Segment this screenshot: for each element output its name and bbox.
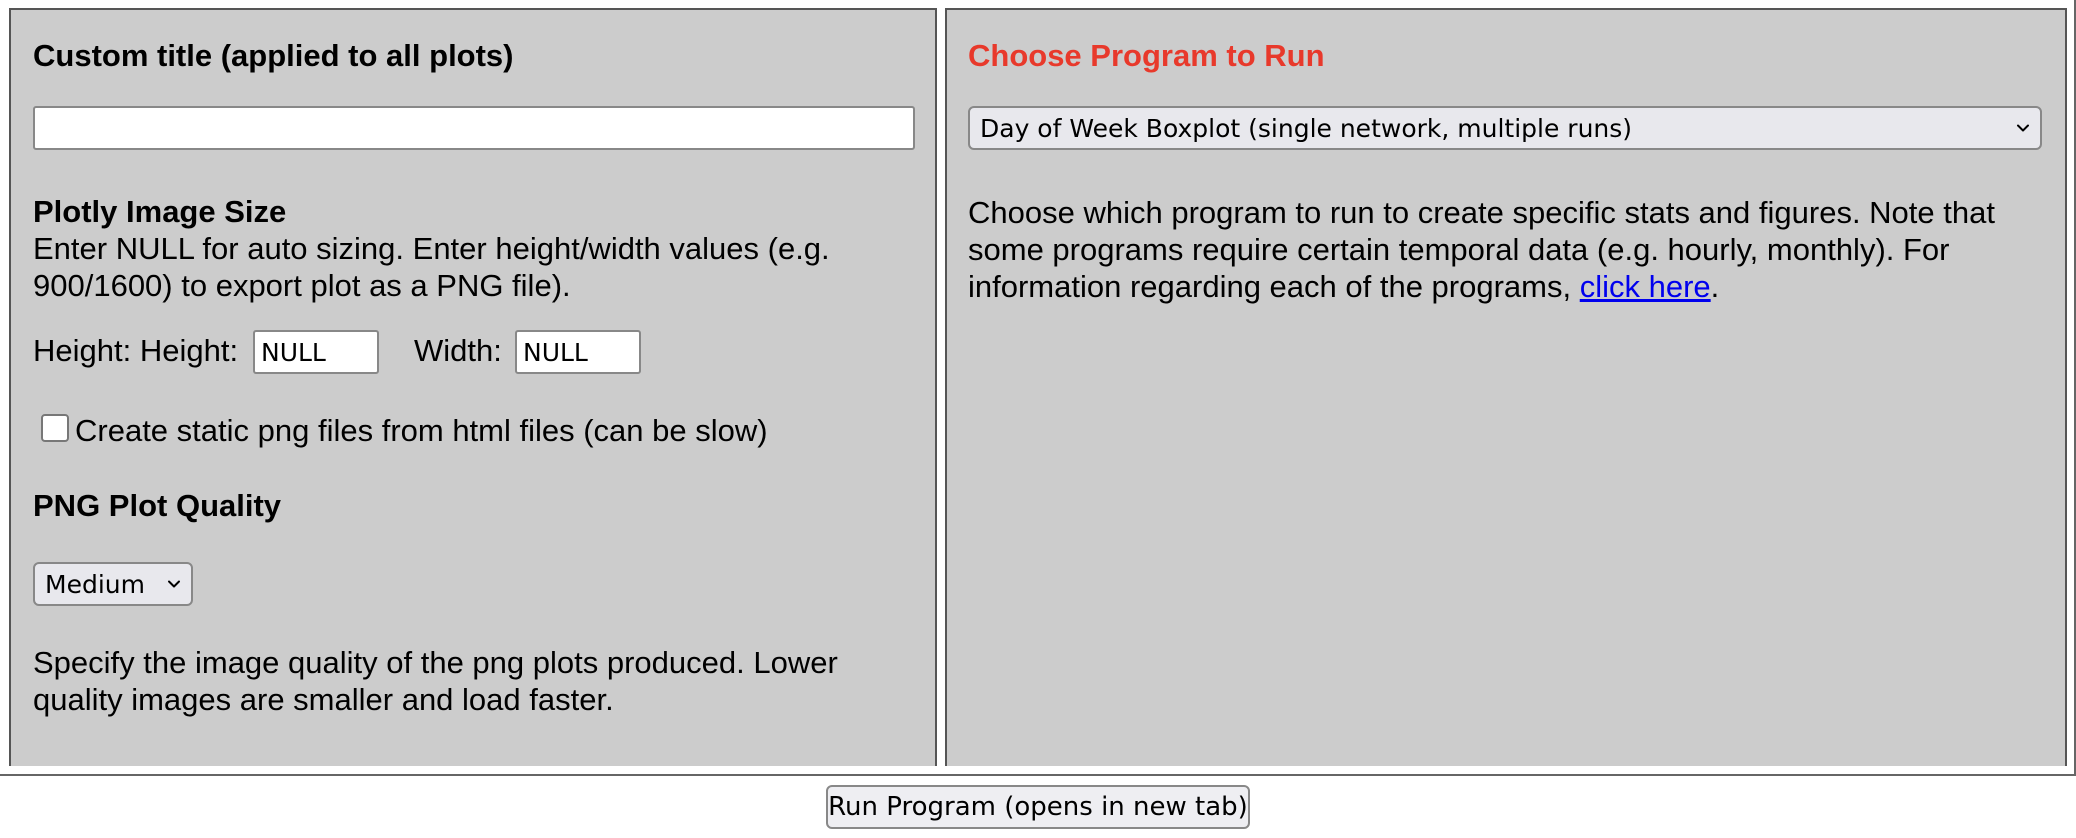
- program-select[interactable]: [968, 106, 2042, 150]
- image-size-description: Enter NULL for auto sizing. Enter height/width values (e.g. 900/1600) to export plot as a PNG file).: [33, 231, 830, 303]
- run-program-button[interactable]: Run Program (opens in new tab): [826, 785, 1250, 829]
- static-png-label: Create static png files from html files (can be slow): [75, 413, 768, 448]
- png-quality-selected: Medium: [45, 569, 145, 599]
- program-selected: Day of Week Boxplot (single network, multiple runs): [980, 113, 1633, 143]
- image-size-heading: Plotly Image Size: [33, 194, 287, 229]
- png-quality-description: Specify the image quality of the png plots produced. Lower quality images are smaller and load faster.: [33, 645, 838, 717]
- height-label: Height: Height:: [33, 333, 239, 368]
- choose-program-heading: Choose Program to Run: [968, 38, 1325, 73]
- height-input[interactable]: NULL: [253, 330, 379, 374]
- static-png-checkbox[interactable]: [41, 414, 69, 442]
- width-input[interactable]: NULL: [515, 330, 641, 374]
- program-description-text: Choose which program to run to create specific stats and figures. Note that some programs require certain temporal data (e.g. hourly, monthly). For information regarding each of the programs,: [968, 195, 1995, 304]
- chevron-down-icon: [167, 577, 181, 591]
- programs-info-link[interactable]: click here: [1579, 269, 1711, 304]
- program-description-end: .: [1710, 269, 1720, 304]
- custom-title-input[interactable]: [33, 106, 915, 150]
- options-panel: [9, 8, 937, 766]
- program-panel: [945, 8, 2067, 766]
- png-quality-heading: PNG Plot Quality: [33, 488, 282, 523]
- png-quality-select[interactable]: [33, 562, 193, 606]
- width-label: Width:: [414, 333, 502, 368]
- chevron-down-icon: [2016, 121, 2030, 135]
- custom-title-heading: Custom title (applied to all plots): [33, 38, 514, 73]
- program-description: [968, 194, 2048, 305]
